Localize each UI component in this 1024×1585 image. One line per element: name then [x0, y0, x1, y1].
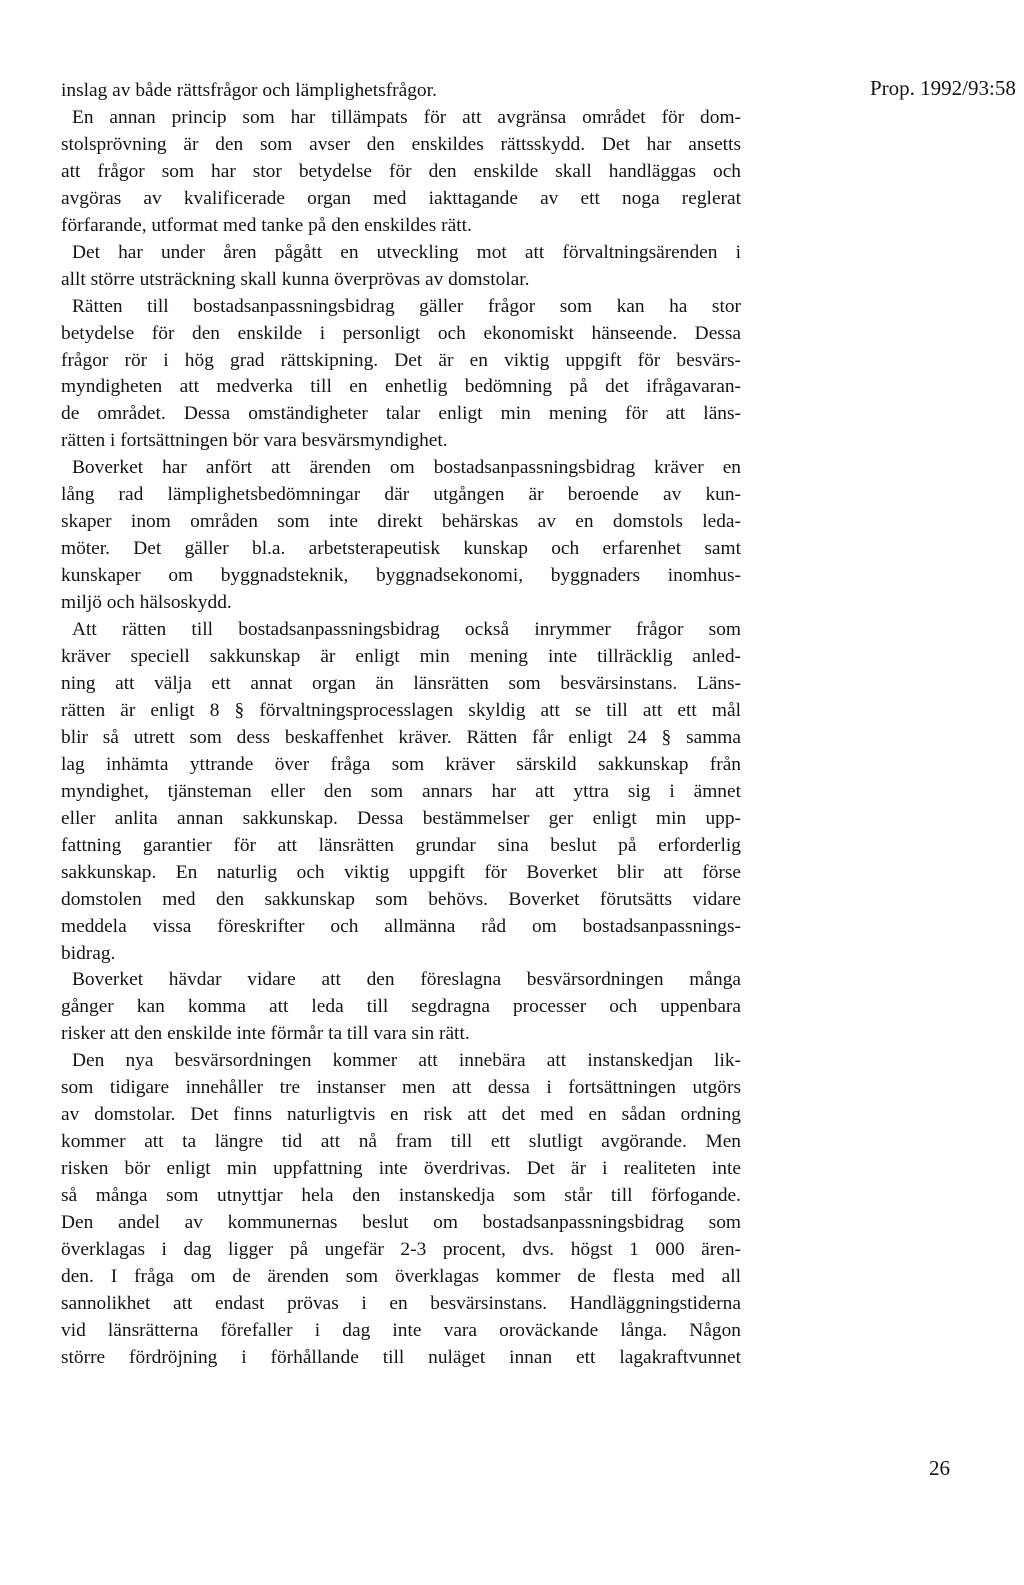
text-line: gånger kan komma att leda till segdragna processer och uppenbara [61, 996, 741, 1018]
text-line: att frågor som har stor betydelse för den enskilde skall handläggas och [61, 160, 741, 182]
text-line: möter. Det gäller bl.a. arbetsterapeutisk kunskap och erfarenhet samt [61, 538, 741, 560]
text-line: ning att välja ett annat organ än länsrätten som besvärsinstans. Läns- [61, 672, 741, 694]
text-line: myndighet, tjänsteman eller den som annars har att yttra sig i ämnet [61, 780, 741, 802]
text-line: myndigheten att medverka till en enhetlig bedömning på det ifrågavaran- [61, 376, 741, 398]
text-line: som tidigare innehåller tre instanser men att dessa i fortsättningen utgörs [61, 1077, 741, 1099]
paragraph [61, 1048, 741, 1371]
text-line: skaper inom områden som inte direkt behärskas av en domstols leda- [61, 511, 741, 533]
text-line: domstolen med den sakkunskap som behövs. Boverket förutsätts vidare [61, 888, 741, 910]
text-line: avgöras av kvalificerade organ med iakttagande av ett noga reglerat [61, 187, 741, 209]
text-line: risken bör enligt min uppfattning inte överdrivas. Det är i realiteten inte [61, 1158, 741, 1180]
text-line: de området. Dessa omständigheter talar enligt min mening för att läns- [61, 403, 741, 425]
text-line: kommer att ta längre tid att nå fram till ett slutligt avgörande. Men [61, 1131, 741, 1153]
paragraph [61, 455, 741, 617]
text-line: eller anlita annan sakkunskap. Dessa bestämmelser ger enligt min upp- [61, 807, 741, 829]
text-line: risker att den enskilde inte förmår ta till vara sin rätt. [61, 1023, 470, 1045]
text-line: överklagas i dag ligger på ungefär 2-3 procent, dvs. högst 1 000 ären- [61, 1238, 741, 1260]
text-line: Den nya besvärsordningen kommer att innebära att instanskedjan lik- [72, 1050, 741, 1072]
text-line: sakkunskap. En naturlig och viktig uppgift för Boverket blir att förse [61, 861, 741, 883]
text-line: lag inhämta yttrande över fråga som kräver särskild sakkunskap från [61, 753, 741, 775]
text-line: Det har under åren pågått en utveckling mot att förvaltningsärenden i [72, 241, 741, 263]
text-line: rätten är enligt 8 § förvaltningsprocesslagen skyldig att se till att ett mål [61, 699, 741, 721]
paragraph [61, 105, 741, 240]
paragraph [61, 967, 741, 1048]
text-line: kräver speciell sakkunskap är enligt min mening inte tillräcklig anled- [61, 646, 741, 668]
text-line: Boverket hävdar vidare att den föreslagna besvärsordningen många [72, 969, 741, 991]
text-line: En annan princip som har tillämpats för att avgränsa området för dom- [72, 106, 741, 128]
text-line: blir så utrett som dess beskaffenhet kräver. Rätten får enligt 24 § samma [61, 726, 741, 748]
text-line: bidrag. [61, 942, 116, 964]
page-number: 26 [929, 1456, 950, 1480]
text-line: Boverket har anfört att ärenden om bostadsanpassningsbidrag kräver en [72, 457, 741, 479]
text-line: förfarande, utformat med tanke på den enskildes rätt. [61, 214, 472, 236]
text-line: så många som utnyttjar hela den instanskedja som står till förfogande. [61, 1185, 741, 1207]
paragraph [61, 78, 741, 105]
text-line: miljö och hälsoskydd. [61, 592, 232, 614]
paragraph [61, 294, 741, 456]
text-line: Rätten till bostadsanpassningsbidrag gäller frågor som kan ha stor [72, 295, 741, 317]
text-line: lång rad lämplighetsbedömningar där utgången är beroende av kun- [61, 484, 741, 506]
running-head: Prop. 1992/93:58 [870, 76, 1016, 100]
text-line: frågor rör i hög grad rättskipning. Det är en viktig uppgift för besvärs- [61, 349, 741, 371]
paragraph [61, 240, 741, 294]
text-line: vid länsrätterna förefaller i dag inte vara oroväckande långa. Någon [61, 1319, 741, 1341]
text-line: stolsprövning är den som avser den enskildes rättsskydd. Det har ansetts [61, 133, 741, 155]
text-line: meddela vissa föreskrifter och allmänna råd om bostadsanpassnings- [61, 915, 741, 937]
text-line: inslag av både rättsfrågor och lämplighetsfrågor. [61, 80, 437, 101]
text-line: den. I fråga om de ärenden som överklagas kommer de flesta med all [61, 1265, 741, 1287]
text-line: Att rätten till bostadsanpassningsbidrag också inrymmer frågor som [72, 619, 741, 641]
text-line: sannolikhet att endast prövas i en besvärsinstans. Handläggningstiderna [61, 1292, 741, 1314]
text-line: kunskaper om byggnadsteknik, byggnadsekonomi, byggnaders inomhus- [61, 565, 741, 587]
text-line: rätten i fortsättningen bör vara besvärsmyndighet. [61, 430, 448, 452]
paragraph [61, 617, 741, 967]
text-line: betydelse för den enskilde i personligt och ekonomiskt hänseende. Dessa [61, 322, 741, 344]
text-line: Den andel av kommunernas beslut om bostadsanpassningsbidrag som [61, 1212, 741, 1234]
text-line: fattning garantier för att länsrätten grundar sina beslut på erforderlig [61, 834, 741, 856]
text-line: allt större utsträckning skall kunna överprövas av domstolar. [61, 268, 530, 290]
text-line: av domstolar. Det finns naturligtvis en risk att det med en sådan ordning [61, 1104, 741, 1126]
text-line: större fördröjning i förhållande till nuläget innan ett lagakraftvunnet [61, 1346, 741, 1368]
body-text [61, 78, 741, 1372]
